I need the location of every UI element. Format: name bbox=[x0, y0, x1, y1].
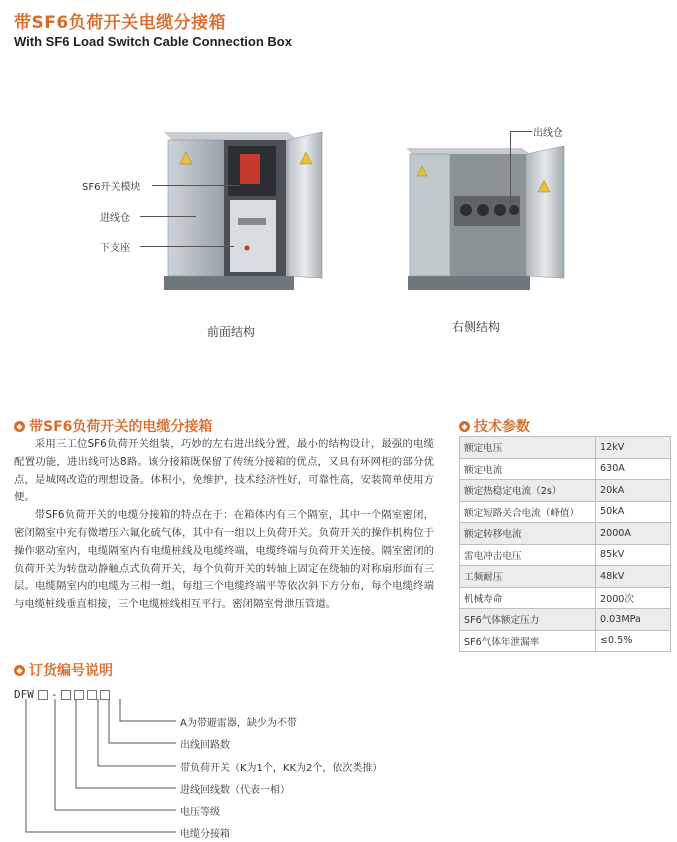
spec-row bbox=[460, 587, 671, 609]
intro-body bbox=[14, 436, 434, 614]
spec-value: 2000A bbox=[596, 523, 671, 545]
bullet-icon: ◆ bbox=[459, 421, 470, 432]
spec-label: SF6气体额定压力 bbox=[460, 609, 596, 631]
spec-value: 630A bbox=[596, 458, 671, 480]
spec-row bbox=[460, 523, 671, 545]
spec-value: 48kV bbox=[596, 566, 671, 588]
ordering-heading bbox=[14, 660, 113, 680]
spec-label: 雷电冲击电压 bbox=[460, 544, 596, 566]
callout-outlet-compartment-vline bbox=[510, 131, 511, 209]
front-caption: 前面结构 bbox=[207, 325, 256, 339]
intro-paragraph-1: 采用三工位SF6负荷开关组装，巧妙的左右进出线分置，最小的结构设计，最强的电缆配置功能，进出线可达8路。该分接箱既保留了传统分接箱的优点，又具有环网柜的部分优点，是城网改造的理想设备。体积小，免维护，技术经济性好，可靠性高，安装简单使用方便。 bbox=[14, 438, 434, 504]
front-cabinet-image bbox=[150, 118, 330, 298]
intro-heading-text: 带SF6负荷开关的电缆分接箱 bbox=[29, 419, 213, 435]
order-prefix: DFW bbox=[14, 688, 34, 701]
callout-lower-base-line bbox=[140, 246, 234, 247]
spec-row bbox=[460, 437, 671, 459]
spec-label: 额定热稳定电流（2s） bbox=[460, 480, 596, 502]
side-caption: 右侧结构 bbox=[452, 320, 501, 334]
callout-sf6-module: SF6开关模块 bbox=[82, 182, 141, 193]
callout-inlet-compartment-line bbox=[140, 216, 196, 217]
order-label-box-type: 电缆分接箱 bbox=[180, 829, 230, 840]
spec-value: 2000次 bbox=[596, 587, 671, 609]
callout-outlet-compartment: 出线仓 bbox=[533, 128, 563, 139]
spec-value: 85kV bbox=[596, 544, 671, 566]
spec-row bbox=[460, 609, 671, 631]
callout-sf6-module-line bbox=[152, 185, 240, 186]
callout-inlet-compartment: 进线仓 bbox=[100, 213, 130, 224]
spec-label: 额定短路关合电流（峰值） bbox=[460, 501, 596, 523]
specs-heading bbox=[459, 416, 530, 436]
order-label-voltage: 电压等级 bbox=[180, 807, 220, 818]
ordering-heading-text: 订货编号说明 bbox=[29, 663, 113, 679]
order-label-outlet-circuits: 出线回路数 bbox=[180, 740, 230, 751]
callout-outlet-compartment-line bbox=[510, 131, 532, 132]
ordering-leader-lines bbox=[0, 695, 200, 835]
spec-row bbox=[460, 630, 671, 652]
order-label-load-switch: 带负荷开关（K为1个，KK为2个，依次类推） bbox=[180, 763, 383, 774]
bullet-icon: ◆ bbox=[14, 665, 25, 676]
spec-label: 额定电压 bbox=[460, 437, 596, 459]
page-subtitle-en: With SF6 Load Switch Cable Connection Box bbox=[14, 34, 292, 49]
intro-paragraph-2: 带SF6负荷开关的电缆分接箱的特点在于：在箱体内有三个隔室，其中一个隔室密闭，密闭隔室中充有微增压六氟化硫气体，其中有一组以上负荷开关。负荷开关的操作机构位于操作驱动室内，电缆隔室内有电缆桩线及电缆终端，电缆终端与负荷开关连接。隔室密闭的负荷开关为转盘动静触点式负荷开关，每个负荷开关的转轴上固定在绕轴的对称扇形面有三层。电缆隔室内的电缆为三相一组，每组三个电缆终端平等依次斜下方分布，每个电缆终端与电缆桩线垂直相接，三个电缆桩线相互平行。密闭隔室骨泄压管道。 bbox=[14, 509, 434, 611]
side-cabinet-image bbox=[400, 140, 580, 300]
spec-row bbox=[460, 480, 671, 502]
order-label-arrester: A为带避雷器，缺少为不带 bbox=[180, 718, 297, 729]
spec-label: 工频耐压 bbox=[460, 566, 596, 588]
spec-value: 20kA bbox=[596, 480, 671, 502]
spec-row bbox=[460, 458, 671, 480]
specs-heading-text: 技术参数 bbox=[474, 419, 530, 435]
spec-value: 0.03MPa bbox=[596, 609, 671, 631]
page-title: 带SF6负荷开关电缆分接箱 bbox=[14, 13, 227, 33]
bullet-icon: ◆ bbox=[14, 421, 25, 432]
spec-row bbox=[460, 501, 671, 523]
order-label-inlet-lines: 进线回线数（代表一相） bbox=[180, 785, 290, 796]
spec-value: ≤0.5% bbox=[596, 630, 671, 652]
spec-value: 50kA bbox=[596, 501, 671, 523]
spec-label: 额定电流 bbox=[460, 458, 596, 480]
spec-row bbox=[460, 566, 671, 588]
spec-table bbox=[459, 436, 671, 652]
intro-heading bbox=[14, 416, 212, 436]
spec-label: 额定转移电流 bbox=[460, 523, 596, 545]
spec-row bbox=[460, 544, 671, 566]
order-dash: - bbox=[50, 688, 58, 701]
spec-value: 12kV bbox=[596, 437, 671, 459]
spec-label: 机械寿命 bbox=[460, 587, 596, 609]
callout-lower-base: 下支座 bbox=[100, 243, 130, 254]
spec-label: SF6气体年泄漏率 bbox=[460, 630, 596, 652]
